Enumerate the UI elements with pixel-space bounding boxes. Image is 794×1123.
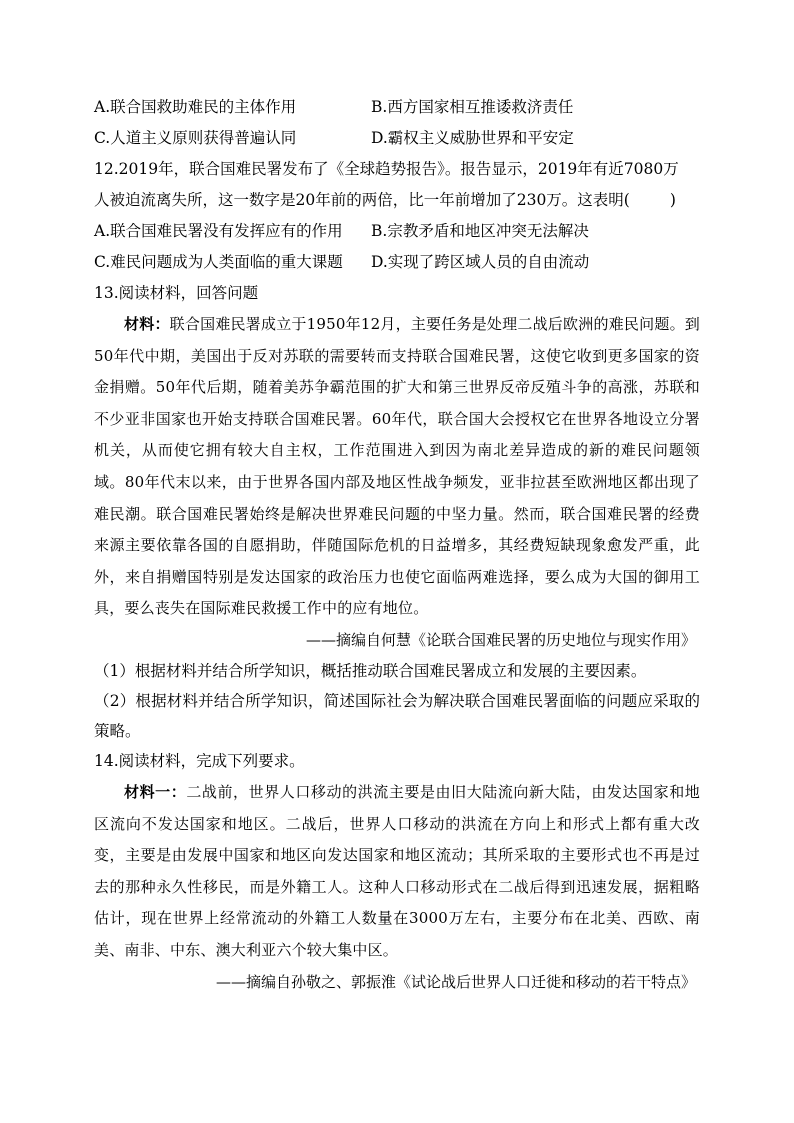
q12-options-row-1 — [94, 216, 700, 247]
q11-options-row-1 — [94, 92, 700, 123]
q11-option-d[interactable]: D.霸权主义威胁世界和平安定 — [371, 129, 574, 147]
q12-options-row-2 — [94, 247, 700, 278]
q11-options-row-2 — [94, 123, 700, 154]
q14-material-label: 材料一： — [124, 782, 187, 801]
q12-option-c[interactable]: C.难民问题成为人类面临的重大课题 — [94, 253, 343, 271]
q12-option-d[interactable]: D.实现了跨区域人员的自由流动 — [371, 253, 590, 271]
q12-stem-line-2 — [94, 185, 700, 216]
q11-option-b[interactable]: B.西方国家相互推诿救济责任 — [371, 98, 574, 116]
q13-subquestion-2: （2）根据材料并结合所学知识，简述国际社会为解决联合国难民署面临的问题应采取的策略。 — [94, 691, 700, 740]
q14-source: ——摘编自孙敬之、郭振淮《试论战后世界人口迁徙和移动的若干特点》 — [215, 972, 696, 991]
q13-material-text: 联合国难民署成立于1950年12月，主要任务是处理二战后欧洲的难民问题。到50年代中期，美国出于反对苏联的需要转而支持联合国难民署，这使它收到更多国家的资金捐赠。50年代后期，随着美苏争霸范围的扩大和第三世界反帝反殖斗争的高涨，苏联和不少亚非国家也开始支持联合国难民署。60年代，联合国大会授权它在世界各地设立分署机关，从而使它拥有较大自主权，工作范围进入到因为南北差异造成的新的难民问题领域。80年代末以来，由于世界各国内部及地区性战争频发，亚非拉甚至欧洲地区都出现了难民潮。联合国难民署始终是解决世界难民问题的中坚力量。然而，联合国难民署的经费来源主要依靠各国的自愿捐助，伴随国际危机的日益增多，其经费短缺现象愈发严重，此外，来自捐赠国特别是发达国家的政治压力也使它面临两难选择，要么成为大国的御用工具，要么丧失在国际难民救援工作中的应有地位。 — [94, 315, 700, 618]
q12-option-a[interactable]: A.联合国难民署没有发挥应有的作用 — [94, 222, 343, 240]
q13-material-label: 材料： — [124, 315, 170, 333]
q13-stem: 13.阅读材料，回答问题 — [94, 284, 259, 302]
q13-material — [94, 309, 700, 625]
q13-subquestion-1: （1）根据材料并结合所学知识，概括推动联合国难民署成立和发展的主要因素。 — [94, 661, 647, 680]
q12-stem-line-1: 12.2019年，联合国难民署发布了《全球趋势报告》。报告显示，2019年有近7080万 — [94, 160, 679, 178]
q12-paren-close: ) — [669, 191, 676, 209]
exam-page — [94, 92, 700, 998]
q11-option-c[interactable]: C.人道主义原则获得普遍认同 — [94, 129, 297, 147]
q14-material-text: 二战前，世界人口移动的洪流主要是由旧大陆流向新大陆，由发达国家和地区流向不发达国家和地区。二战后，世界人口移动的洪流在方向上和形式上都有重大改变，主要是由发展中国家和地区向发达国家和地区流动；其所采取的主要形式也不再是过去的那种永久性移民，而是外籍工人。这种人口移动形式在二战后得到迅速发展，据粗略估计，现在世界上经常流动的外籍工人数量在3000万左右，主要分布在北美、西欧、南美、南非、中东、澳大利亚六个较大集中区。 — [94, 782, 700, 959]
q12-stem-text: 人被迫流离失所，这一数字是20年前的两倍，比一年前增加了230万。这表明( — [94, 191, 630, 209]
q13-source: ——摘编自何慧《论联合国难民署的历史地位与现实作用》 — [305, 630, 696, 649]
q11-option-a[interactable]: A.联合国救助难民的主体作用 — [94, 98, 297, 116]
q14-stem: 14.阅读材料，完成下列要求。 — [94, 751, 305, 770]
q14-material-1 — [94, 777, 700, 967]
q12-option-b[interactable]: B.宗教矛盾和地区冲突无法解决 — [371, 222, 589, 240]
